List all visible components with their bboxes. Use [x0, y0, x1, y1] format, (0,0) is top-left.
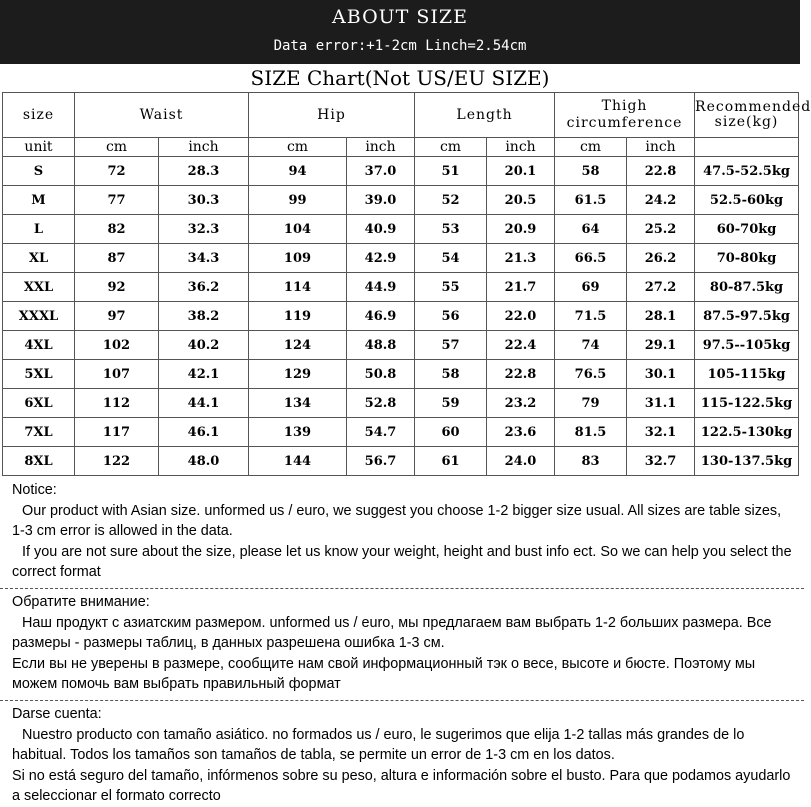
table-cell: 58	[415, 360, 487, 389]
table-cell: 28.3	[159, 157, 249, 186]
table-cell: 76.5	[555, 360, 627, 389]
recommended-weight-cell: 105-115kg	[695, 360, 799, 389]
table-cell: 44.9	[347, 273, 415, 302]
table-cell: 32.3	[159, 215, 249, 244]
notice-paragraph: Our product with Asian size. unformed us / euro, we suggest you choose 1-2 bigger size usual. All sizes are table sizes, 1-3 cm error is allowed in the data.	[12, 502, 782, 540]
table-cell: 39.0	[347, 186, 415, 215]
header-subtitle: Data error:+1-2cm Linch=2.54cm	[273, 38, 527, 54]
table-cell: 46.1	[159, 418, 249, 447]
table-row	[3, 331, 799, 360]
unit-cell: cm	[249, 138, 347, 157]
table-cell: 40.9	[347, 215, 415, 244]
table-cell: 61	[415, 447, 487, 476]
table-row	[3, 302, 799, 331]
table-cell: 122	[75, 447, 159, 476]
table-cell: 50.8	[347, 360, 415, 389]
table-cell: 61.5	[555, 186, 627, 215]
table-cell: 114	[249, 273, 347, 302]
table-cell: 34.3	[159, 244, 249, 273]
notice-paragraph: Nuestro producto con tamaño asiático. no formados us / euro, le sugerimos que elija 1-2 tallas más grandes de lo habitual. Todos los tamaños son tamaños de tabla, se permite un error de 1-3 cm en los datos.	[12, 726, 745, 764]
notice-paragraph: Если вы не уверены в размере, сообщите нам свой информационный тэк о весе, высоте и бюсте. Поэтому мы можем помочь вам выбрать правильный формат	[12, 655, 756, 693]
hip-header: Hip	[249, 93, 415, 138]
unit-cell: inch	[627, 138, 695, 157]
table-cell: 64	[555, 215, 627, 244]
table-cell: 99	[249, 186, 347, 215]
table-row	[3, 273, 799, 302]
table-cell: 54.7	[347, 418, 415, 447]
table-cell: 134	[249, 389, 347, 418]
size-chart-title: SIZE Chart(Not US/EU SIZE)	[250, 66, 550, 90]
table-cell: 74	[555, 331, 627, 360]
header-title: ABOUT SIZE	[332, 6, 468, 28]
table-cell: 42.1	[159, 360, 249, 389]
recommended-weight-cell: 52.5-60kg	[695, 186, 799, 215]
size-label-cell: 6XL	[3, 389, 75, 418]
table-cell: 24.0	[487, 447, 555, 476]
table-cell: 79	[555, 389, 627, 418]
table-cell: 82	[75, 215, 159, 244]
recommended-weight-cell: 97.5--105kg	[695, 331, 799, 360]
table-cell: 77	[75, 186, 159, 215]
table-cell: 87	[75, 244, 159, 273]
table-row	[3, 157, 799, 186]
unit-cell: cm	[555, 138, 627, 157]
size-label-cell: 8XL	[3, 447, 75, 476]
unit-row	[3, 138, 799, 157]
table-cell: 94	[249, 157, 347, 186]
table-cell: 69	[555, 273, 627, 302]
unit-cell: inch	[487, 138, 555, 157]
recommended-header-line2: size(kg)	[714, 114, 779, 130]
notice-heading-ru: Обратите внимание:	[12, 593, 150, 610]
table-cell: 27.2	[627, 273, 695, 302]
size-label-cell: XXL	[3, 273, 75, 302]
table-row	[3, 389, 799, 418]
size-label-cell: XL	[3, 244, 75, 273]
thigh-header-line2: circumference	[566, 115, 683, 131]
table-cell: 48.8	[347, 331, 415, 360]
size-label-cell: 7XL	[3, 418, 75, 447]
recommended-weight-cell: 47.5-52.5kg	[695, 157, 799, 186]
table-cell: 40.2	[159, 331, 249, 360]
table-cell: 22.0	[487, 302, 555, 331]
table-cell: 30.1	[627, 360, 695, 389]
recommended-weight-cell: 115-122.5kg	[695, 389, 799, 418]
notice-paragraph: Si no está seguro del tamaño, infórmenos sobre su peso, altura e información sobre el busto. Para que podamos ayudarlo a seleccionar el formato correcto	[12, 767, 791, 805]
table-cell: 56.7	[347, 447, 415, 476]
header-row	[3, 93, 799, 138]
table-cell: 29.1	[627, 331, 695, 360]
recommended-weight-cell: 60-70kg	[695, 215, 799, 244]
table-cell: 107	[75, 360, 159, 389]
recommended-weight-cell: 80-87.5kg	[695, 273, 799, 302]
table-cell: 24.2	[627, 186, 695, 215]
table-row	[3, 186, 799, 215]
size-label-cell: 4XL	[3, 331, 75, 360]
divider	[0, 588, 804, 589]
table-row	[3, 418, 799, 447]
recommended-header-line1: Recommended	[695, 99, 811, 115]
size-table	[2, 92, 811, 476]
table-cell: 22.8	[627, 157, 695, 186]
table-cell: 53	[415, 215, 487, 244]
table-cell: 119	[249, 302, 347, 331]
unit-cell: inch	[159, 138, 249, 157]
table-cell: 55	[415, 273, 487, 302]
table-cell: 51	[415, 157, 487, 186]
unit-cell: inch	[347, 138, 415, 157]
size-header: size	[3, 93, 75, 138]
table-cell: 52.8	[347, 389, 415, 418]
table-cell: 92	[75, 273, 159, 302]
table-cell: 109	[249, 244, 347, 273]
notice-paragraph: If you are not sure about the size, please let us know your weight, height and bust info ect. So we can help you select the correct format	[12, 543, 792, 581]
size-label-cell: 5XL	[3, 360, 75, 389]
table-cell: 58	[555, 157, 627, 186]
table-cell: 112	[75, 389, 159, 418]
notice-heading-en: Notice:	[12, 482, 57, 498]
size-label-cell: S	[3, 157, 75, 186]
table-cell: 71.5	[555, 302, 627, 331]
table-cell: 21.7	[487, 273, 555, 302]
table-cell: 30.3	[159, 186, 249, 215]
table-cell: 32.7	[627, 447, 695, 476]
table-cell: 54	[415, 244, 487, 273]
recommended-weight-cell: 70-80kg	[695, 244, 799, 273]
table-row	[3, 447, 799, 476]
table-cell: 57	[415, 331, 487, 360]
unit-cell: cm	[415, 138, 487, 157]
table-cell: 28.1	[627, 302, 695, 331]
table-cell: 52	[415, 186, 487, 215]
notes-section	[12, 480, 792, 807]
table-cell: 31.1	[627, 389, 695, 418]
table-cell: 97	[75, 302, 159, 331]
table-cell: 36.2	[159, 273, 249, 302]
table-cell: 44.1	[159, 389, 249, 418]
table-cell: 42.9	[347, 244, 415, 273]
thigh-header-line1: Thigh	[601, 98, 648, 114]
table-cell: 20.9	[487, 215, 555, 244]
table-cell: 102	[75, 331, 159, 360]
table-cell: 21.3	[487, 244, 555, 273]
table-cell: 37.0	[347, 157, 415, 186]
table-cell: 81.5	[555, 418, 627, 447]
table-cell: 20.1	[487, 157, 555, 186]
recommended-weight-cell: 130-137.5kg	[695, 447, 799, 476]
table-cell: 104	[249, 215, 347, 244]
table-row	[3, 360, 799, 389]
table-cell: 83	[555, 447, 627, 476]
waist-header: Waist	[75, 93, 249, 138]
unit-cell-empty	[695, 138, 799, 157]
table-cell: 46.9	[347, 302, 415, 331]
length-header: Length	[415, 93, 555, 138]
table-cell: 22.4	[487, 331, 555, 360]
table-cell: 139	[249, 418, 347, 447]
table-cell: 25.2	[627, 215, 695, 244]
header-banner	[0, 0, 800, 64]
table-cell: 20.5	[487, 186, 555, 215]
table-cell: 144	[249, 447, 347, 476]
table-cell: 38.2	[159, 302, 249, 331]
table-cell: 72	[75, 157, 159, 186]
notice-heading-es: Darse cuenta:	[12, 705, 102, 722]
table-cell: 124	[249, 331, 347, 360]
table-cell: 60	[415, 418, 487, 447]
table-cell: 22.8	[487, 360, 555, 389]
table-row	[3, 244, 799, 273]
table-cell: 66.5	[555, 244, 627, 273]
table-cell: 23.2	[487, 389, 555, 418]
notice-paragraph: Наш продукт с азиатским размером. unformed us / euro, мы предлагаем вам выбрать 1-2 больших размера. Все размеры - размеры таблиц, в данных разрешена ошибка 1-3 см.	[12, 614, 772, 652]
recommended-weight-cell: 87.5-97.5kg	[695, 302, 799, 331]
size-label-cell: L	[3, 215, 75, 244]
recommended-weight-cell: 122.5-130kg	[695, 418, 799, 447]
size-label-cell: XXXL	[3, 302, 75, 331]
table-cell: 59	[415, 389, 487, 418]
size-label-cell: M	[3, 186, 75, 215]
recommended-header	[695, 93, 811, 138]
table-row	[3, 215, 799, 244]
table-cell: 56	[415, 302, 487, 331]
table-cell: 23.6	[487, 418, 555, 447]
table-cell: 129	[249, 360, 347, 389]
table-cell: 26.2	[627, 244, 695, 273]
table-cell: 117	[75, 418, 159, 447]
table-cell: 32.1	[627, 418, 695, 447]
thigh-header	[555, 93, 695, 138]
unit-cell: cm	[75, 138, 159, 157]
divider	[0, 700, 804, 701]
unit-cell: unit	[3, 138, 75, 157]
table-cell: 48.0	[159, 447, 249, 476]
